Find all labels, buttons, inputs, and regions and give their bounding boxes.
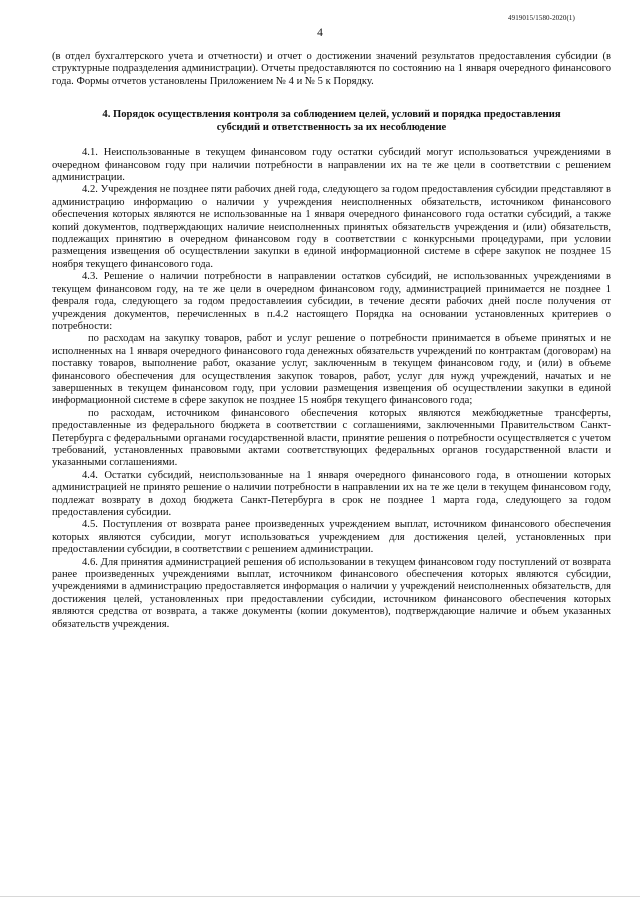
paragraph-purchases: по расходам на закупку товаров, работ и услуг решение о потребности принимается в объеме принятых и не исполненных на 1 января очередного финансового года денежных обязательств учреждений по контрактам (договорам) на поставку товаров, выполнение работ, оказание услуг, заключенным в текущем финансовом году, и (или) в объеме финансового обеспечения для осуществления закупок товаров, работ, услуг для нужд учреждений, начатых и не завершенных в текущем финансовом году, при условии размещения извещения об осуществлении закупки в единой информационной системе в сфере закупок не позднее 15 ноября текущего финансового года; xyxy=(52,333,611,407)
paragraph-4-1: 4.1. Неиспользованные в текущем финансовом году остатки субсидий могут использоваться учреждениями в очередном финансовом году при наличии потребности в направлении их на те же цели в соответствии с решением администрации. xyxy=(52,147,611,184)
paragraph-4-3: 4.3. Решение о наличии потребности в направлении остатков субсидий, не использованных учреждениями в текущем финансовом году, на те же цели в очередном финансовом году, администрацией принимается не позднее 1 февраля года, следующего за годом предоставлеиия субсидии, в течение десяти рабочих дней после получения от учреждения документов, перечисленных в п.4.2 настоящего Порядка на основании установленных критериев о потребности: xyxy=(52,271,611,332)
page-bottom-edge xyxy=(0,896,640,897)
paragraph-4-5: 4.5. Поступления от возврата ранее произведенных учреждением выплат, источником финансового обеспечения которых являются субсидии, могут использоваться учреждением для достижения целей, установленных при предоставлении субсидии, в соответствии с решением администрации. xyxy=(52,519,611,556)
paragraph-4-6: 4.6. Для принятия администрацией решения об использовании в текущем финансовом году поступлений от возврата ранее произведенных учреждениями выплат, источником финансового обеспечения которых являются субсидии, учреждениями в администрацию предоставляется информация о наличии у учреждений неисполненных обязательств, для достижения целей, установленных при предоставлении субсидии, источником финансового обеспечения которых являются средства от возврата, а также документы (копии документов), подтверждающие наличие и объем указанных обязательств учреждения. xyxy=(52,556,611,630)
paragraph-4-2: 4.2. Учреждения не позднее пяти рабочих дней года, следующего за годом предоставления субсидии представляют в администрацию информацию о наличии у учреждения неисполненных обязательств, источником финансового обеспечения которых являются не использованные на 1 января очередного финансового года остатки субсидий, а также копий документов, подтверждающих наличие неисполненных принятых обязательств учреждения и (или) обязательств, подлежащих принятию в очередном финансовом году в соответствии с конкурсными процедурами, при условии размещения извещения об осуществлении закупки в единой информационной системе в сфере закупок не позднее 15 ноября текущего финансового года. xyxy=(52,184,611,270)
intro-paragraph: (в отдел бухгалтерского учета и отчетности) и отчет о достижении значений результатов предоставления субсидии (в структурные подразделения администрации). Отчеты предоставляются по состоянию на 1 января очередного финансового года. Формы отчетов установлены Приложением № 4 и № 5 к Порядку. xyxy=(52,51,611,87)
page-number: 4 xyxy=(317,27,323,39)
document-body xyxy=(52,51,611,631)
paragraph-transfers: по расходам, источником финансового обеспечения которых являются межбюджетные трансферты, предоставленные из федерального бюджета в соответствии с соглашениями, заключенными Правительством Санкт-Петербурга с федеральными органами государственной власти, принятие решения о потребности осуществляется с учетом требований, установленных правовыми актами соответствующих федеральных органов государственной власти и указанными соглашениями. xyxy=(52,407,611,469)
paragraph-4-4: 4.4. Остатки субсидий, неиспользованные на 1 января очередного финансового года, в отношении которых администрацией не принято решение о наличии потребности в направлении их на те же цели в текущем финансовом году, подлежат возврату в доход бюджета Санкт-Петербурга в срок не позднее 1 марта года, следующего за годом предоставления субсидии. xyxy=(52,469,611,518)
section-title: 4. Порядок осуществления контроля за соблюдением целей, условий и порядка предоставления субсидий и ответственность за их несоблюдение xyxy=(102,109,561,134)
document-id: 4919015/1580-2020(1) xyxy=(508,14,575,22)
